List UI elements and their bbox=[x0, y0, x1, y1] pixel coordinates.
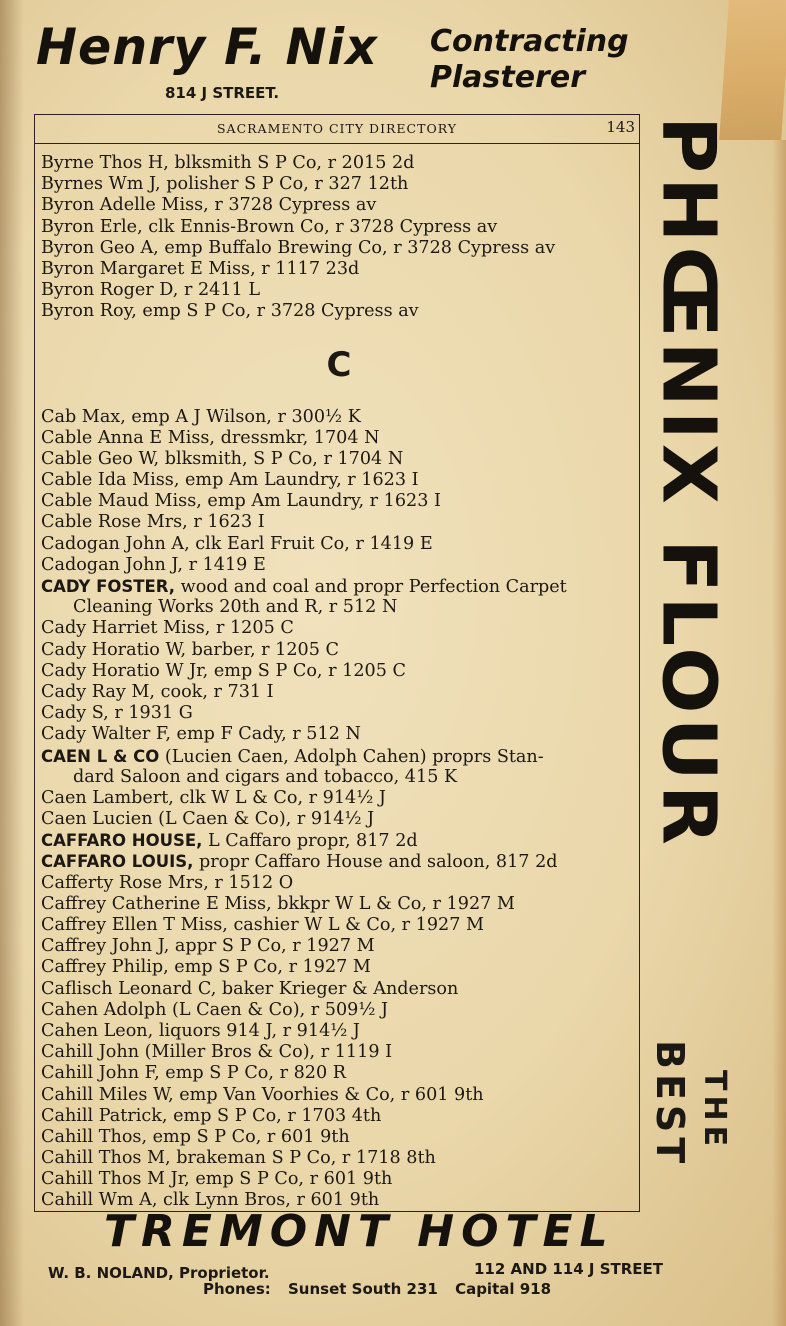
top-ad-trade-line1: Contracting bbox=[430, 24, 629, 59]
entry-text: Caen Lucien (L Caen & Co), r 914½ J bbox=[41, 809, 375, 830]
directory-listing bbox=[41, 153, 637, 1212]
entry-text: Cadogan John J, r 1419 E bbox=[41, 554, 266, 575]
entry-text: Cahill Miles W, emp Van Voorhies & Co, r 601 9th bbox=[41, 1084, 484, 1105]
directory-entry bbox=[41, 788, 637, 809]
entry-text: Cahill Patrick, emp S P Co, r 1703 4th bbox=[41, 1105, 382, 1126]
directory-entry bbox=[41, 1042, 637, 1063]
directory-entry bbox=[41, 1085, 637, 1106]
entry-text: wood and coal and propr Perfection Carpet bbox=[175, 577, 567, 597]
directory-entry bbox=[41, 979, 637, 1000]
directory-entry bbox=[41, 1021, 637, 1042]
entry-text: Cable Maud Miss, emp Am Laundry, r 1623 I bbox=[41, 491, 441, 512]
directory-entry bbox=[41, 915, 637, 936]
directory-entry bbox=[41, 491, 637, 512]
entry-text: L Caffaro propr, 817 2d bbox=[202, 831, 418, 852]
bottom-ad-name: TREMONT HOTEL bbox=[104, 1206, 615, 1257]
directory-entry-continuation bbox=[41, 597, 637, 618]
directory-entry bbox=[41, 682, 637, 703]
directory-entry bbox=[41, 894, 637, 915]
directory-entry bbox=[41, 618, 637, 639]
entry-text: Caffrey Philip, emp S P Co, r 1927 M bbox=[41, 957, 371, 978]
entry-text: Cable Anna E Miss, dressmkr, 1704 N bbox=[41, 427, 380, 448]
directory-entry bbox=[41, 1169, 637, 1190]
directory-entry bbox=[41, 1106, 637, 1127]
entry-text: Cable Ida Miss, emp Am Laundry, r 1623 I bbox=[41, 470, 419, 491]
directory-entry bbox=[41, 830, 637, 851]
section-letter: C bbox=[326, 344, 352, 385]
directory-entry bbox=[41, 449, 637, 470]
directory-entry bbox=[41, 1063, 637, 1084]
entry-bold-name: CAFFARO HOUSE, bbox=[41, 831, 203, 851]
directory-entry: Byron Geo A, emp Buffalo Brewing Co, r 3728 Cypress av bbox=[41, 237, 556, 258]
directory-entry: Byrnes Wm J, polisher S P Co, r 327 12th bbox=[41, 174, 409, 195]
entry-text: Cable Geo W, blksmith, S P Co, r 1704 N bbox=[41, 448, 404, 469]
entries-before-section bbox=[41, 153, 637, 323]
entry-text: Caffrey John J, appr S P Co, r 1927 M bbox=[41, 936, 375, 957]
side-ad-main bbox=[645, 116, 731, 996]
directory-entry bbox=[41, 724, 637, 745]
directory-entry bbox=[41, 1000, 637, 1021]
entry-text: Cady Horatio W, barber, r 1205 C bbox=[41, 639, 339, 660]
directory-entry bbox=[41, 703, 637, 724]
entry-text: Cahill Thos, emp S P Co, r 601 9th bbox=[41, 1126, 350, 1147]
entry-bold-name: CAEN L & CO bbox=[41, 746, 160, 766]
directory-entry bbox=[41, 809, 637, 830]
directory-entry bbox=[41, 1127, 637, 1148]
top-ad-street: 814 J STREET. bbox=[165, 84, 280, 102]
entry-text: Cady Horatio W Jr, emp S P Co, r 1205 C bbox=[41, 660, 406, 681]
top-ad-name: Henry F. Nix bbox=[36, 18, 378, 76]
directory-entry bbox=[41, 640, 637, 661]
directory-entry: Byron Erle, clk Ennis-Brown Co, r 3728 Cypress av bbox=[41, 216, 498, 237]
entry-text: Cady Harriet Miss, r 1205 C bbox=[41, 618, 294, 639]
side-ad-best: BEST bbox=[648, 1040, 692, 1169]
running-head: SACRAMENTO CITY DIRECTORY bbox=[216, 121, 457, 136]
directory-entry bbox=[41, 957, 637, 978]
entry-text: Cafferty Rose Mrs, r 1512 O bbox=[41, 872, 294, 893]
entry-text: Cab Max, emp A J Wilson, r 300½ K bbox=[41, 406, 361, 427]
entry-text: Caflisch Leonard C, baker Krieger & Anderson bbox=[41, 978, 459, 999]
directory-entry bbox=[41, 851, 637, 872]
entry-text: Caffrey Ellen T Miss, cashier W L & Co, r 1927 M bbox=[41, 915, 485, 935]
directory-entry bbox=[41, 576, 637, 597]
side-ad-the: THE bbox=[697, 1070, 732, 1152]
entry-text: Cahill Wm A, clk Lynn Bros, r 601 9th bbox=[41, 1190, 380, 1211]
directory-entry: Byron Margaret E Miss, r 1117 23d bbox=[41, 258, 360, 279]
entry-text: Cady Walter F, emp F Cady, r 512 N bbox=[41, 724, 361, 745]
bottom-ad-phones bbox=[203, 1280, 551, 1298]
entry-text: (Lucien Caen, Adolph Cahen) proprs Stan- bbox=[159, 746, 544, 767]
page-number: 143 bbox=[606, 118, 635, 136]
entry-text: Caen Lambert, clk W L & Co, r 914½ J bbox=[41, 787, 386, 808]
directory-entry bbox=[41, 407, 637, 428]
entry-text: Cleaning Works 20th and R, r 512 N bbox=[73, 597, 398, 618]
directory-entry bbox=[41, 873, 637, 894]
directory-entry bbox=[41, 936, 637, 957]
entry-text: Cady Ray M, cook, r 731 I bbox=[41, 681, 274, 702]
phones-label: Phones: bbox=[203, 1280, 271, 1298]
phone-sunset: Sunset South 231 bbox=[288, 1280, 438, 1298]
entry-text: Cadogan John A, clk Earl Fruit Co, r 1419 E bbox=[41, 533, 433, 554]
entry-bold-name: CAFFARO LOUIS, bbox=[41, 852, 194, 872]
page-edge-right bbox=[772, 140, 786, 1326]
entry-text: dard Saloon and cigars and tobacco, 415 K bbox=[73, 766, 458, 787]
entry-text: Cahen Leon, liquors 914 J, r 914½ J bbox=[41, 1020, 360, 1041]
directory-entry: Byron Roy, emp S P Co, r 3728 Cypress av bbox=[41, 301, 419, 322]
directory-entry bbox=[41, 1148, 637, 1169]
bottom-ad-address: 112 AND 114 J STREET bbox=[474, 1260, 664, 1278]
side-ad-main-text: PHŒNIX FLOUR bbox=[645, 116, 731, 849]
directory-entry: Byron Roger D, r 2411 L bbox=[41, 280, 261, 301]
entry-text: Cady S, r 1931 G bbox=[41, 703, 193, 724]
page-edge-shadow bbox=[0, 0, 24, 1326]
entry-text: Cable Rose Mrs, r 1623 I bbox=[41, 512, 265, 533]
directory-entry bbox=[41, 555, 637, 576]
directory-entry bbox=[41, 428, 637, 449]
directory-entry-continuation bbox=[41, 767, 637, 788]
top-ad-trade-line2: Plasterer bbox=[430, 60, 585, 95]
entry-text: Cahill Thos M Jr, emp S P Co, r 601 9th bbox=[41, 1169, 393, 1190]
entry-bold-name: CADY FOSTER, bbox=[41, 577, 176, 596]
entry-text: Caffrey Catherine E Miss, bkkpr W L & Co, r 1927 M bbox=[41, 893, 515, 914]
entry-text: Cahill John F, emp S P Co, r 820 R bbox=[41, 1063, 346, 1084]
directory-entry bbox=[41, 661, 637, 682]
phone-capital: Capital 918 bbox=[455, 1280, 552, 1298]
directory-entry bbox=[41, 534, 637, 555]
directory-entry: Byron Adelle Miss, r 3728 Cypress av bbox=[41, 195, 377, 216]
directory-entry: Byrne Thos H, blksmith S P Co, r 2015 2d bbox=[41, 153, 415, 173]
directory-entry bbox=[41, 470, 637, 491]
entry-text: Cahill John (Miller Bros & Co), r 1119 I bbox=[41, 1042, 393, 1063]
directory-entry bbox=[41, 512, 637, 533]
header-rule bbox=[35, 143, 639, 144]
bottom-ad-proprietor: W. B. NOLAND, Proprietor. bbox=[48, 1264, 270, 1282]
entry-text: Cahill Thos M, brakeman S P Co, r 1718 8th bbox=[41, 1148, 436, 1169]
listing-frame bbox=[34, 114, 640, 1212]
directory-entry bbox=[41, 746, 637, 767]
entry-text: Cahen Adolph (L Caen & Co), r 509½ J bbox=[41, 999, 389, 1020]
entries-c-section bbox=[41, 407, 637, 1212]
entry-text: propr Caffaro House and saloon, 817 2d bbox=[193, 852, 558, 873]
